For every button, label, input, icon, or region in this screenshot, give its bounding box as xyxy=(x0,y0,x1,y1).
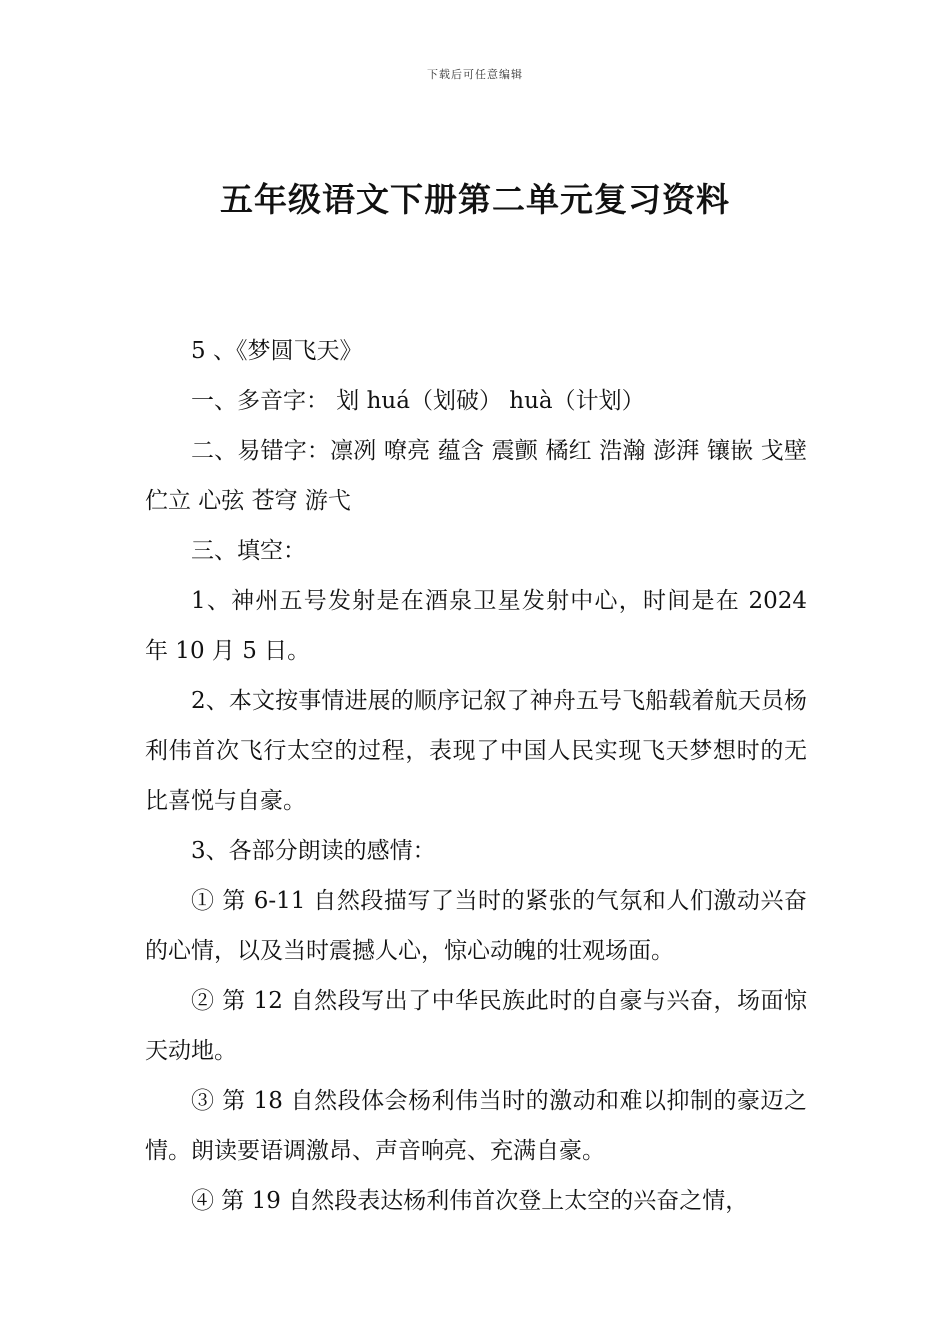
polyphonic-characters: 一、多音字： 划 huá（划破） huà（计划） xyxy=(191,388,645,414)
document-title: 五年级语文下册第二单元复习资料 xyxy=(220,180,730,219)
fill-in-item-1: 1、神州五号发射是在酒泉卫星发射中心，时间是在 2024 年 10 月 5 日。 xyxy=(145,588,807,664)
fill-in-heading: 三、填空： xyxy=(191,538,306,564)
error-prone-characters: 二、易错字：凛冽 嘹亮 蕴含 震颤 橘红 浩瀚 澎湃 镶嵌 戈壁 伫立 心弦 苍穹 游弋 xyxy=(145,438,807,514)
fill-in-item-2: 2、本文按事情进展的顺序记叙了神舟五号飞船载着航天员杨利伟首次飞行太空的过程，表现了中国人民实现飞天梦想时的无比喜悦与自豪。 xyxy=(145,688,807,814)
reading-emotion-2: ② 第 12 自然段写出了中华民族此时的自豪与兴奋，场面惊天动地。 xyxy=(145,988,807,1064)
document-body xyxy=(145,326,807,1226)
fill-in-item-3: 3、各部分朗读的感情： xyxy=(191,838,436,864)
reading-emotion-4: ④ 第 19 自然段表达杨利伟首次登上太空的兴奋之情， xyxy=(191,1188,749,1214)
header-note: 下载后可任意编辑 xyxy=(427,68,523,81)
reading-emotion-3: ③ 第 18 自然段体会杨利伟当时的激动和难以抑制的豪迈之情。朗读要语调激昂、声音响亮、充满自豪。 xyxy=(145,1088,807,1164)
reading-emotion-1: ① 第 6-11 自然段描写了当时的紧张的气氛和人们激动兴奋的心情，以及当时震撼人心，惊心动魄的壮观场面。 xyxy=(145,888,807,964)
lesson-heading: 5 、《梦圆飞天》 xyxy=(191,338,363,364)
